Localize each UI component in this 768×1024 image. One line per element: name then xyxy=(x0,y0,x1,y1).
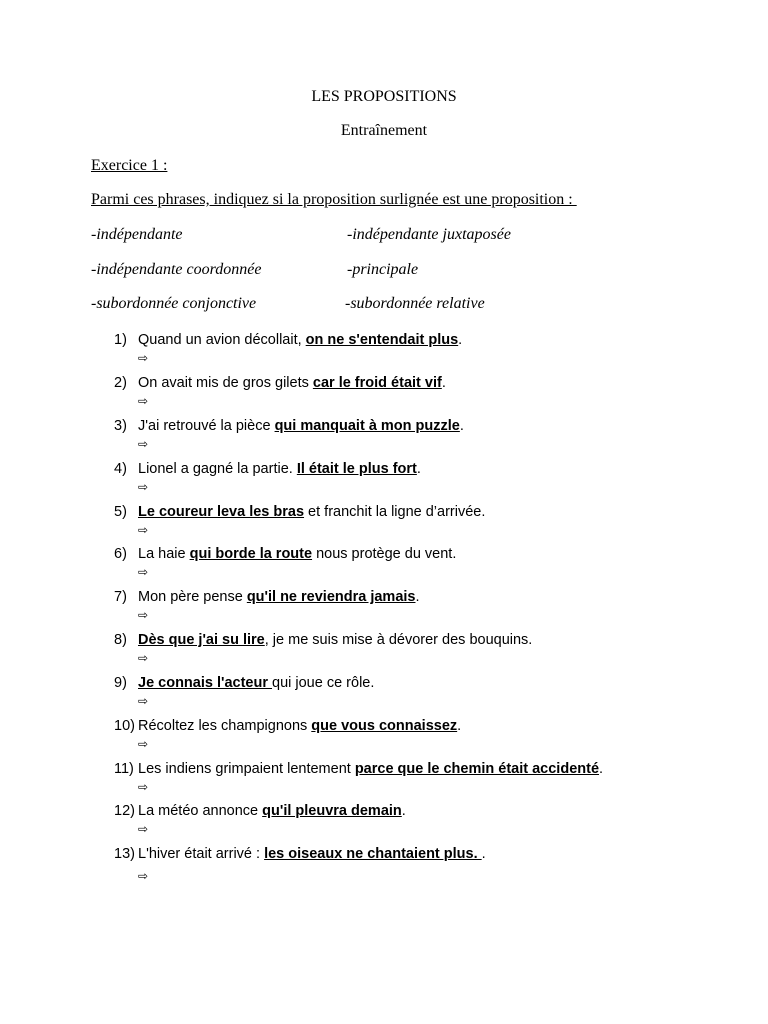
exercise-item xyxy=(0,803,768,843)
item-sentence xyxy=(138,761,603,777)
page-subtitle: Entraînement xyxy=(340,122,428,139)
highlighted-proposition: qui manquait à mon puzzle xyxy=(274,418,460,434)
sentence-text-after: . xyxy=(458,332,463,348)
category-principale: -principale xyxy=(347,261,419,278)
sentence-text-before: Mon père pense xyxy=(138,589,247,605)
sentence-text-before: La haie xyxy=(138,546,190,562)
sentence-text-after: qui joue ce rôle. xyxy=(272,675,375,691)
answer-arrow-icon: ⇨ xyxy=(138,737,149,751)
exercise-item xyxy=(0,675,768,715)
sentence-text-after: . xyxy=(457,718,462,734)
exercise-instruction: Parmi ces phrases, indiquez si la proposition surlignée est une proposition : xyxy=(91,191,577,208)
highlighted-proposition: que vous connaissez xyxy=(311,718,458,734)
sentence-text-after: . xyxy=(415,589,420,605)
sentence-text-before: Quand un avion décollait, xyxy=(138,332,306,348)
item-number: 7) xyxy=(114,589,127,605)
exercise-item xyxy=(0,332,768,372)
sentence-text-after: , je me suis mise à dévorer des bouquins. xyxy=(264,632,533,648)
item-number: 10) xyxy=(114,718,135,734)
sentence-text-before: Les indiens grimpaient lentement xyxy=(138,761,355,777)
sentence-text-after: . xyxy=(416,461,421,477)
highlighted-proposition: qui borde la route xyxy=(189,546,313,562)
category-independante-coordonnee: -indépendante coordonnée xyxy=(91,261,262,278)
answer-arrow-icon: ⇨ xyxy=(138,869,149,883)
item-number: 1) xyxy=(114,332,127,348)
highlighted-proposition: les oiseaux ne chantaient plus. xyxy=(264,846,482,862)
sentence-text-before: L'hiver était arrivé : xyxy=(138,846,265,862)
item-sentence xyxy=(138,546,456,562)
sentence-text-before: On avait mis de gros gilets xyxy=(138,375,313,391)
answer-arrow-icon: ⇨ xyxy=(138,651,149,665)
highlighted-proposition: on ne s'entendait plus xyxy=(305,332,459,348)
sentence-text-before: Lionel a gagné la partie. xyxy=(138,461,297,477)
highlighted-proposition: car le froid était vif xyxy=(312,375,442,391)
answer-arrow-icon: ⇨ xyxy=(138,351,149,365)
sentence-text-after: nous protège du vent. xyxy=(312,546,457,562)
item-number: 11) xyxy=(114,761,134,777)
category-subordonnee-conjonctive: -subordonnée conjonctive xyxy=(91,295,257,312)
item-sentence xyxy=(138,675,374,691)
item-number: 13) xyxy=(114,846,135,862)
highlighted-proposition: parce que le chemin était accidenté xyxy=(354,761,600,777)
exercise-item xyxy=(0,504,768,544)
sentence-text-after: . xyxy=(599,761,604,777)
item-number: 6) xyxy=(114,546,127,562)
item-number: 3) xyxy=(114,418,127,434)
exercise-item xyxy=(0,761,768,801)
exercise-item xyxy=(0,375,768,415)
exercise-item xyxy=(0,589,768,629)
exercise-item xyxy=(0,461,768,501)
item-sentence xyxy=(138,418,464,434)
item-number: 12) xyxy=(114,803,135,819)
page-title: LES PROPOSITIONS xyxy=(311,88,457,105)
answer-arrow-icon: ⇨ xyxy=(138,565,149,579)
exercise-item xyxy=(0,846,768,886)
exercise-item xyxy=(0,546,768,586)
sentence-text-after: . xyxy=(441,375,446,391)
item-number: 5) xyxy=(114,504,127,520)
sentence-text-before: La météo annonce xyxy=(138,803,263,819)
item-sentence xyxy=(138,632,532,648)
exercise-item xyxy=(0,632,768,672)
answer-arrow-icon: ⇨ xyxy=(138,608,149,622)
answer-arrow-icon: ⇨ xyxy=(138,780,149,794)
highlighted-proposition: Je connais l'acteur xyxy=(138,675,273,691)
item-sentence xyxy=(138,846,486,862)
answer-arrow-icon: ⇨ xyxy=(138,480,149,494)
sentence-text-before: Récoltez les champignons xyxy=(138,718,312,734)
sentence-text-after: et franchit la ligne d’arrivée. xyxy=(304,504,486,520)
highlighted-proposition: qu'il ne reviendra jamais xyxy=(246,589,416,605)
highlighted-proposition: qu'il pleuvra demain xyxy=(262,803,402,819)
item-sentence xyxy=(138,589,420,605)
category-subordonnee-relative: -subordonnée relative xyxy=(345,295,485,312)
item-sentence xyxy=(138,504,485,520)
exercise-item xyxy=(0,718,768,758)
highlighted-proposition: Dès que j'ai su lire xyxy=(138,632,265,648)
item-number: 2) xyxy=(114,375,127,391)
highlighted-proposition: Il était le plus fort xyxy=(296,461,417,477)
item-sentence xyxy=(138,718,461,734)
sentence-text-after: . xyxy=(481,846,486,862)
item-number: 4) xyxy=(114,461,127,477)
item-number: 8) xyxy=(114,632,127,648)
sentence-text-after: . xyxy=(459,418,464,434)
item-sentence xyxy=(138,332,462,348)
sentence-text-before: J'ai retrouvé la pièce xyxy=(138,418,275,434)
item-sentence xyxy=(138,375,446,391)
item-sentence xyxy=(138,803,406,819)
item-number: 9) xyxy=(114,675,127,691)
item-sentence xyxy=(138,461,421,477)
sentence-text-after: . xyxy=(401,803,406,819)
answer-arrow-icon: ⇨ xyxy=(138,523,149,537)
answer-arrow-icon: ⇨ xyxy=(138,694,149,708)
exercise-title: Exercice 1 : xyxy=(91,157,168,174)
exercise-item xyxy=(0,418,768,458)
answer-arrow-icon: ⇨ xyxy=(138,437,149,451)
highlighted-proposition: Le coureur leva les bras xyxy=(138,504,305,520)
category-independante-juxtaposee: -indépendante juxtaposée xyxy=(347,226,511,243)
answer-arrow-icon: ⇨ xyxy=(138,822,149,836)
category-independante: -indépendante xyxy=(91,226,183,243)
answer-arrow-icon: ⇨ xyxy=(138,394,149,408)
